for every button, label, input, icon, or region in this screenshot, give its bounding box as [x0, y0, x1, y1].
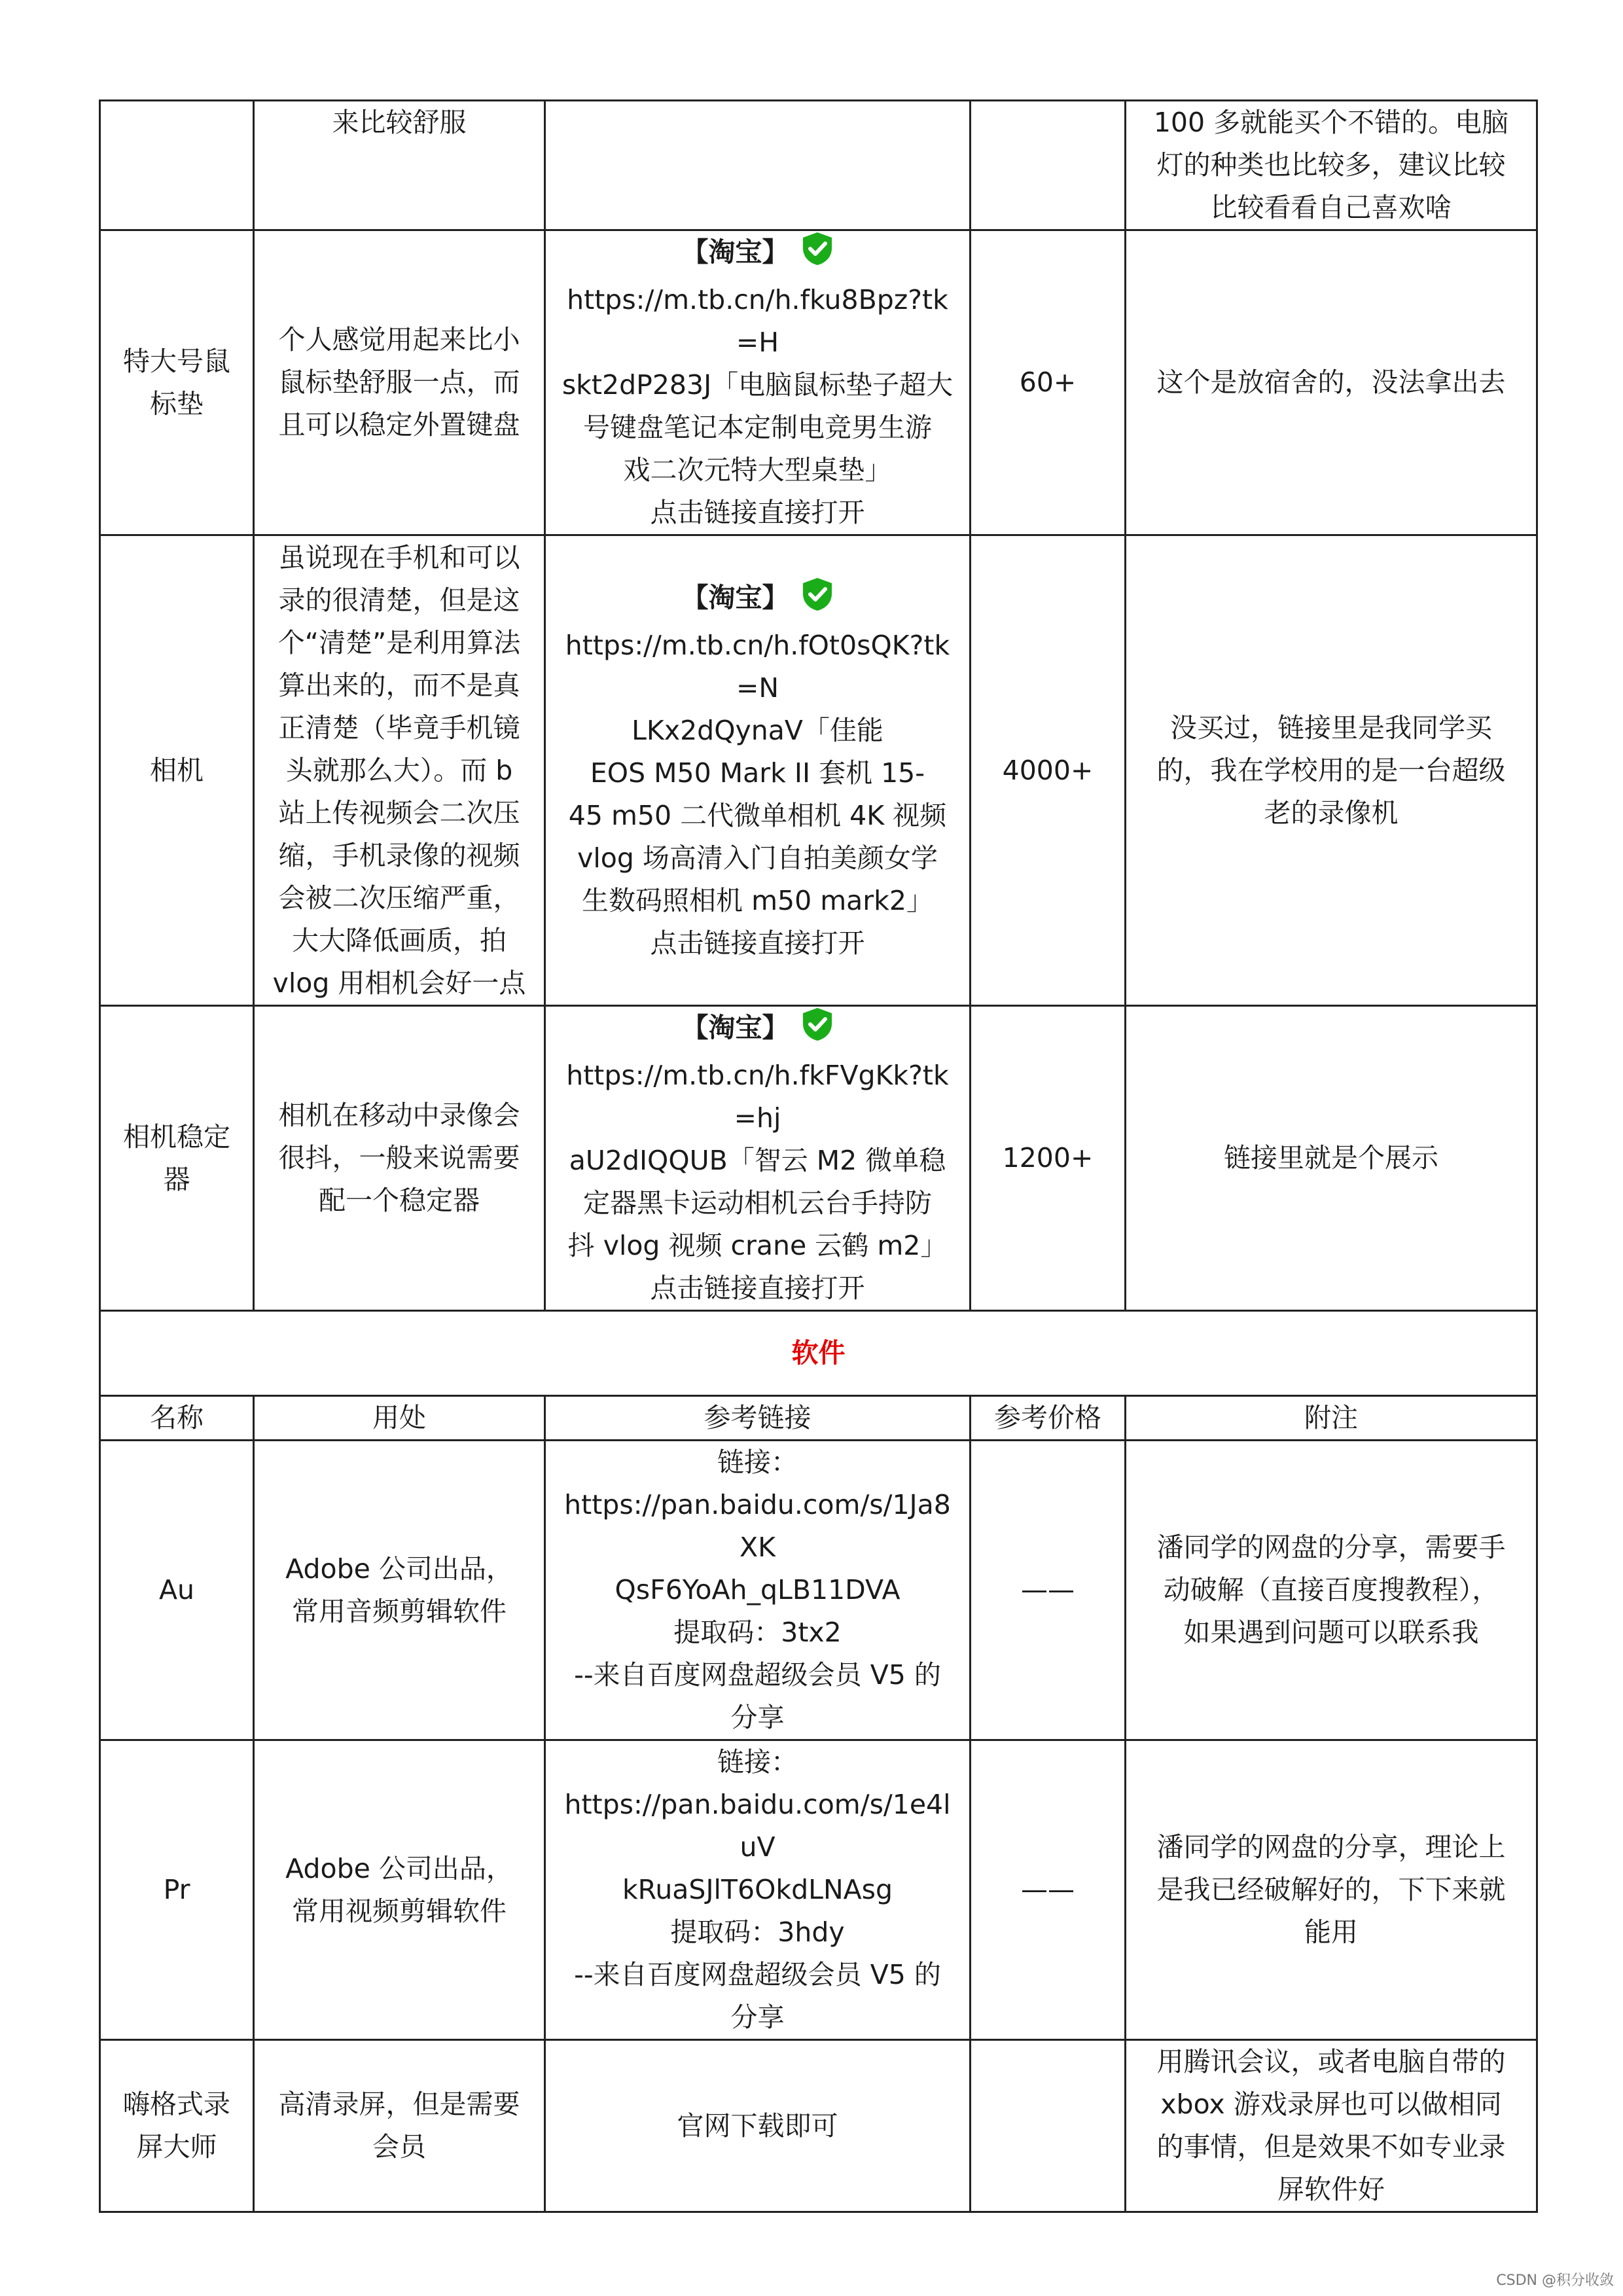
price-cell: —— — [971, 1740, 1126, 2040]
usage-cell: 个人感觉用起来比小 鼠标垫舒服一点，而 且可以稳定外置键盘 — [254, 230, 545, 535]
price-cell: 1200+ — [971, 1006, 1126, 1311]
note-cell: 用腾讯会议，或者电脑自带的 xbox 游戏录屏也可以做相同 的事情，但是效果不如专业录 屏软件好 — [1126, 2040, 1537, 2212]
taobao-label: 【淘宝】 — [559, 231, 956, 279]
price-cell: 60+ — [971, 230, 1126, 535]
section-title: 软件 — [100, 1311, 1537, 1396]
table-row — [100, 1441, 1537, 1740]
note-cell: 链接里就是个展示 — [1126, 1006, 1537, 1311]
baidu-pan-link[interactable]: https://pan.baidu.com/s/1e4luV — [564, 1789, 951, 1863]
verified-shield-icon — [801, 1007, 834, 1054]
table-header-row — [100, 1396, 1537, 1441]
usage-cell: 相机在移动中录像会 很抖，一般来说需要 配一个稳定器 — [254, 1006, 545, 1311]
taobao-label: 【淘宝】 — [559, 577, 956, 624]
table-row — [100, 2040, 1537, 2212]
note-cell: 100 多就能买个不错的。电脑 灯的种类也比较多，建议比较 比较看看自己喜欢啥 — [1126, 101, 1537, 230]
table-row — [100, 1006, 1537, 1311]
header-price: 参考价格 — [971, 1396, 1126, 1441]
verified-shield-icon — [801, 577, 834, 624]
header-link: 参考链接 — [545, 1396, 971, 1441]
header-note: 附注 — [1126, 1396, 1537, 1441]
name-cell — [100, 101, 254, 230]
note-cell: 没买过，链接里是我同学买 的，我在学校用的是一台超级 老的录像机 — [1126, 535, 1537, 1006]
link-cell: 链接： https://pan.baidu.com/s/1Ja8XK QsF6YoAh_qLB11DVA 提取码：3tx2 --来自百度网盘超级会员 V5 的 分享 — [545, 1441, 971, 1740]
name-cell: Au — [100, 1441, 254, 1740]
name-cell: 相机 — [100, 535, 254, 1006]
name-cell: 嗨格式录 屏大师 — [100, 2040, 254, 2212]
link-cell: 【淘宝】 https://m.tb.cn/h.fkFVgKk?tk=hj aU2dIQQUB「智云 M2 微单稳 定器黑卡运动相机云台手持防 抖 vlog 视频 crane 云鹤 m2」 点击链接直接打开 — [545, 1006, 971, 1311]
taobao-link[interactable]: https://m.tb.cn/h.fOt0sQK?tk=N — [565, 629, 950, 704]
header-name: 名称 — [100, 1396, 254, 1441]
usage-cell: 高清录屏，但是需要 会员 — [254, 2040, 545, 2212]
taobao-link[interactable]: https://m.tb.cn/h.fkFVgKk?tk=hj — [566, 1060, 949, 1134]
link-cell — [545, 101, 971, 230]
verified-shield-icon — [801, 231, 834, 279]
section-title-row — [100, 1311, 1537, 1396]
link-cell: 【淘宝】 https://m.tb.cn/h.fOt0sQK?tk=N LKx2dQynaV「佳能 EOS M50 Mark II 套机 15- 45 m50 二代微单相机 4K 视频 vlog 场高清入门自拍美颜女学 生数码照相机 m50 mark2」 点击链接直接打开 — [545, 535, 971, 1006]
note-cell: 潘同学的网盘的分享，理论上 是我已经破解好的，下下来就 能用 — [1126, 1740, 1537, 2040]
link-cell: 链接： https://pan.baidu.com/s/1e4luV kRuaSJlT6OkdLNAsg 提取码：3hdy --来自百度网盘超级会员 V5 的 分享 — [545, 1740, 971, 2040]
table-row — [100, 230, 1537, 535]
header-usage: 用处 — [254, 1396, 545, 1441]
baidu-pan-link[interactable]: https://pan.baidu.com/s/1Ja8XK — [564, 1489, 951, 1563]
taobao-label: 【淘宝】 — [559, 1007, 956, 1054]
link-cell: 【淘宝】 https://m.tb.cn/h.fku8Bpz?tk=H skt2dP283J「电脑鼠标垫子超大 号键盘笔记本定制电竞男生游 戏二次元特大型桌垫」 点击链接直接打开 — [545, 230, 971, 535]
note-cell: 潘同学的网盘的分享，需要手 动破解（直接百度搜教程）， 如果遇到问题可以联系我 — [1126, 1441, 1537, 1740]
link-cell: 官网下载即可 — [545, 2040, 971, 2212]
usage-cell: 虽说现在手机和可以 录的很清楚，但是这 个“清楚”是利用算法 算出来的，而不是真 正清楚（毕竟手机镜 头就那么大）。而 b 站上传视频会二次压 缩，手机录像的视频 会被二次压缩严重， 大大降低画质，拍 vlog 用相机会好一点 — [254, 535, 545, 1006]
taobao-link[interactable]: https://m.tb.cn/h.fku8Bpz?tk=H — [567, 284, 948, 358]
price-cell: —— — [971, 1441, 1126, 1740]
note-cell: 这个是放宿舍的，没法拿出去 — [1126, 230, 1537, 535]
name-cell: 相机稳定 器 — [100, 1006, 254, 1311]
price-cell — [971, 2040, 1126, 2212]
resource-table — [99, 99, 1538, 2213]
usage-cell: Adobe 公司出品， 常用视频剪辑软件 — [254, 1740, 545, 2040]
name-cell: 特大号鼠 标垫 — [100, 230, 254, 535]
price-cell: 4000+ — [971, 535, 1126, 1006]
watermark: CSDN @积分收敛 — [1496, 2272, 1614, 2289]
table-row — [100, 1740, 1537, 2040]
usage-cell: Adobe 公司出品， 常用音频剪辑软件 — [254, 1441, 545, 1740]
name-cell: Pr — [100, 1740, 254, 2040]
price-cell — [971, 101, 1126, 230]
table-row — [100, 101, 1537, 230]
table-row — [100, 535, 1537, 1006]
usage-cell: 来比较舒服 — [254, 101, 545, 230]
